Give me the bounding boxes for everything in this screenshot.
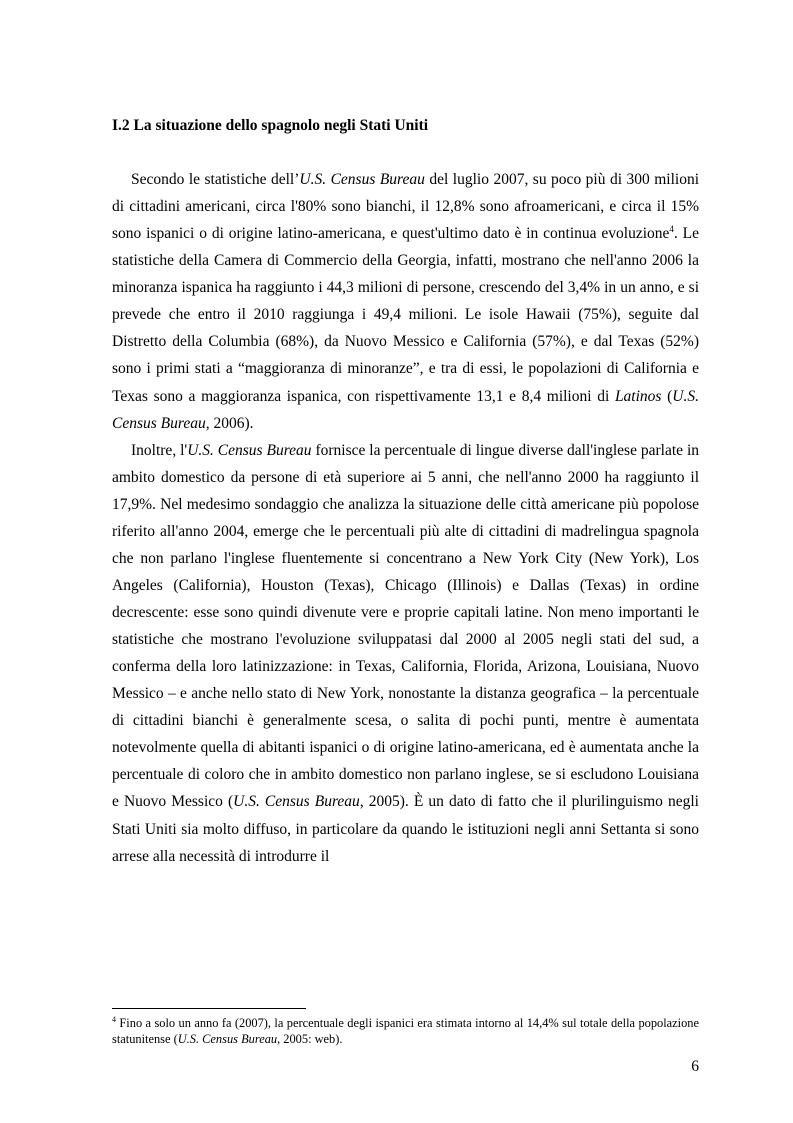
- footnote-marker: 4: [669, 224, 674, 235]
- text-run: . Le statistiche della Camera di Commercio della Georgia, infatti, mostrano che nell'anno 2006 la minoranza ispanica ha raggiunto i 44,3 milioni di persone, crescendo del 3,4% in un anno, e si prevede che entro il 2010 raggiunga i 49,4 milioni. Le isole Hawaii (75%), seguite dal Distretto della Columbia (68%), da Nuovo Messico e California (57%), e dal Texas (52%) sono i primi stati a “maggioranza di minoranze”, e tra di essi, le popolazioni di California e Texas sono a maggioranza ispanica, con rispettivamente 13,1 e 8,4 milioni di: [112, 225, 699, 405]
- text-run: del luglio 2007, su poco più di 300 milioni di cittadini americani, circa l'80% sono bianchi, il 12,8% sono afroamericani, e circa il 15% sono ispanici o di origine latino-americana, e quest'ultimo dato è in continua evoluzione: [112, 171, 700, 243]
- paragraph: [112, 437, 699, 870]
- paragraph: [112, 166, 699, 437]
- text-run: Fino a solo un anno fa (2007), la percentuale degli ispanici era stimata intorno al 14,4% sul totale della popolazione statunitense (: [112, 1016, 699, 1046]
- text-run: , 2005). È un dato di fatto che il plurilinguismo negli Stati Uniti sia molto diffuso, in particolare da quando le istituzioni negli anni Settanta si sono arrese alla necessità di introdurre il: [112, 793, 699, 865]
- text-run: , 2006).: [205, 414, 254, 432]
- italic-run: U.S. Census Bureau: [299, 171, 425, 188]
- text-run: , 2005: web).: [277, 1031, 343, 1046]
- italic-run: U.S. Census Bureau: [233, 793, 360, 811]
- footnote: [112, 1016, 699, 1047]
- body-text: [112, 166, 699, 870]
- italic-run: U.S. Census Bureau: [177, 1031, 278, 1046]
- italic-run: U.S. Census Bureau: [187, 441, 312, 459]
- footnote-separator: [112, 1008, 306, 1009]
- text-run: fornisce la percentuale di lingue diverse dall'inglese parlate in ambito domestico da persone di età superiore ai 5 anni, che nell'anno 2000 ha raggiunto il 17,9%. Nel medesimo sondaggio che analizza la situazione delle città americane più popolose riferito all'anno 2004, emerge che le percentuali più alte di cittadini di madrelingua spagnola che non parlano l'inglese fluentemente si concentrano a New York City (New York), Los Angeles (California), Houston (Texas), Chicago (Illinois) e Dallas (Texas) in ordine decrescente: esse sono quindi divenute vere e proprie capitali latine. Non meno importanti le statistiche che mostrano l'evoluzione sviluppatasi dal 2000 al 2005 negli stati del sud, a conferma della loro latinizzazione: in Texas, California, Florida, Arizona, Louisiana, Nuovo Messico – e anche nello stato di New York, nonostante la distanza geografica – la percentuale di cittadini bianchi è generalmente scesa, o salita di pochi punti, mentre è aumentata notevolmente quella di abitanti ispanici o di origine latino-americana, ed è aumentata anche la percentuale di coloro che in ambito domestico non parlano inglese, se si escludono Louisiana e Nuovo Messico (: [112, 441, 700, 811]
- footnote-marker: 4: [112, 1015, 116, 1024]
- page-number: 6: [691, 1058, 699, 1075]
- italic-run: Latinos: [614, 387, 662, 405]
- text-run: Inoltre, l': [131, 441, 188, 459]
- italic-run: U.S. Census Bureau: [112, 387, 699, 432]
- section-heading: I.2 La situazione dello spagnolo negli Stati Uniti: [112, 117, 429, 134]
- text-run: (: [661, 387, 673, 405]
- text-run: Secondo le statistiche dell’: [131, 171, 300, 188]
